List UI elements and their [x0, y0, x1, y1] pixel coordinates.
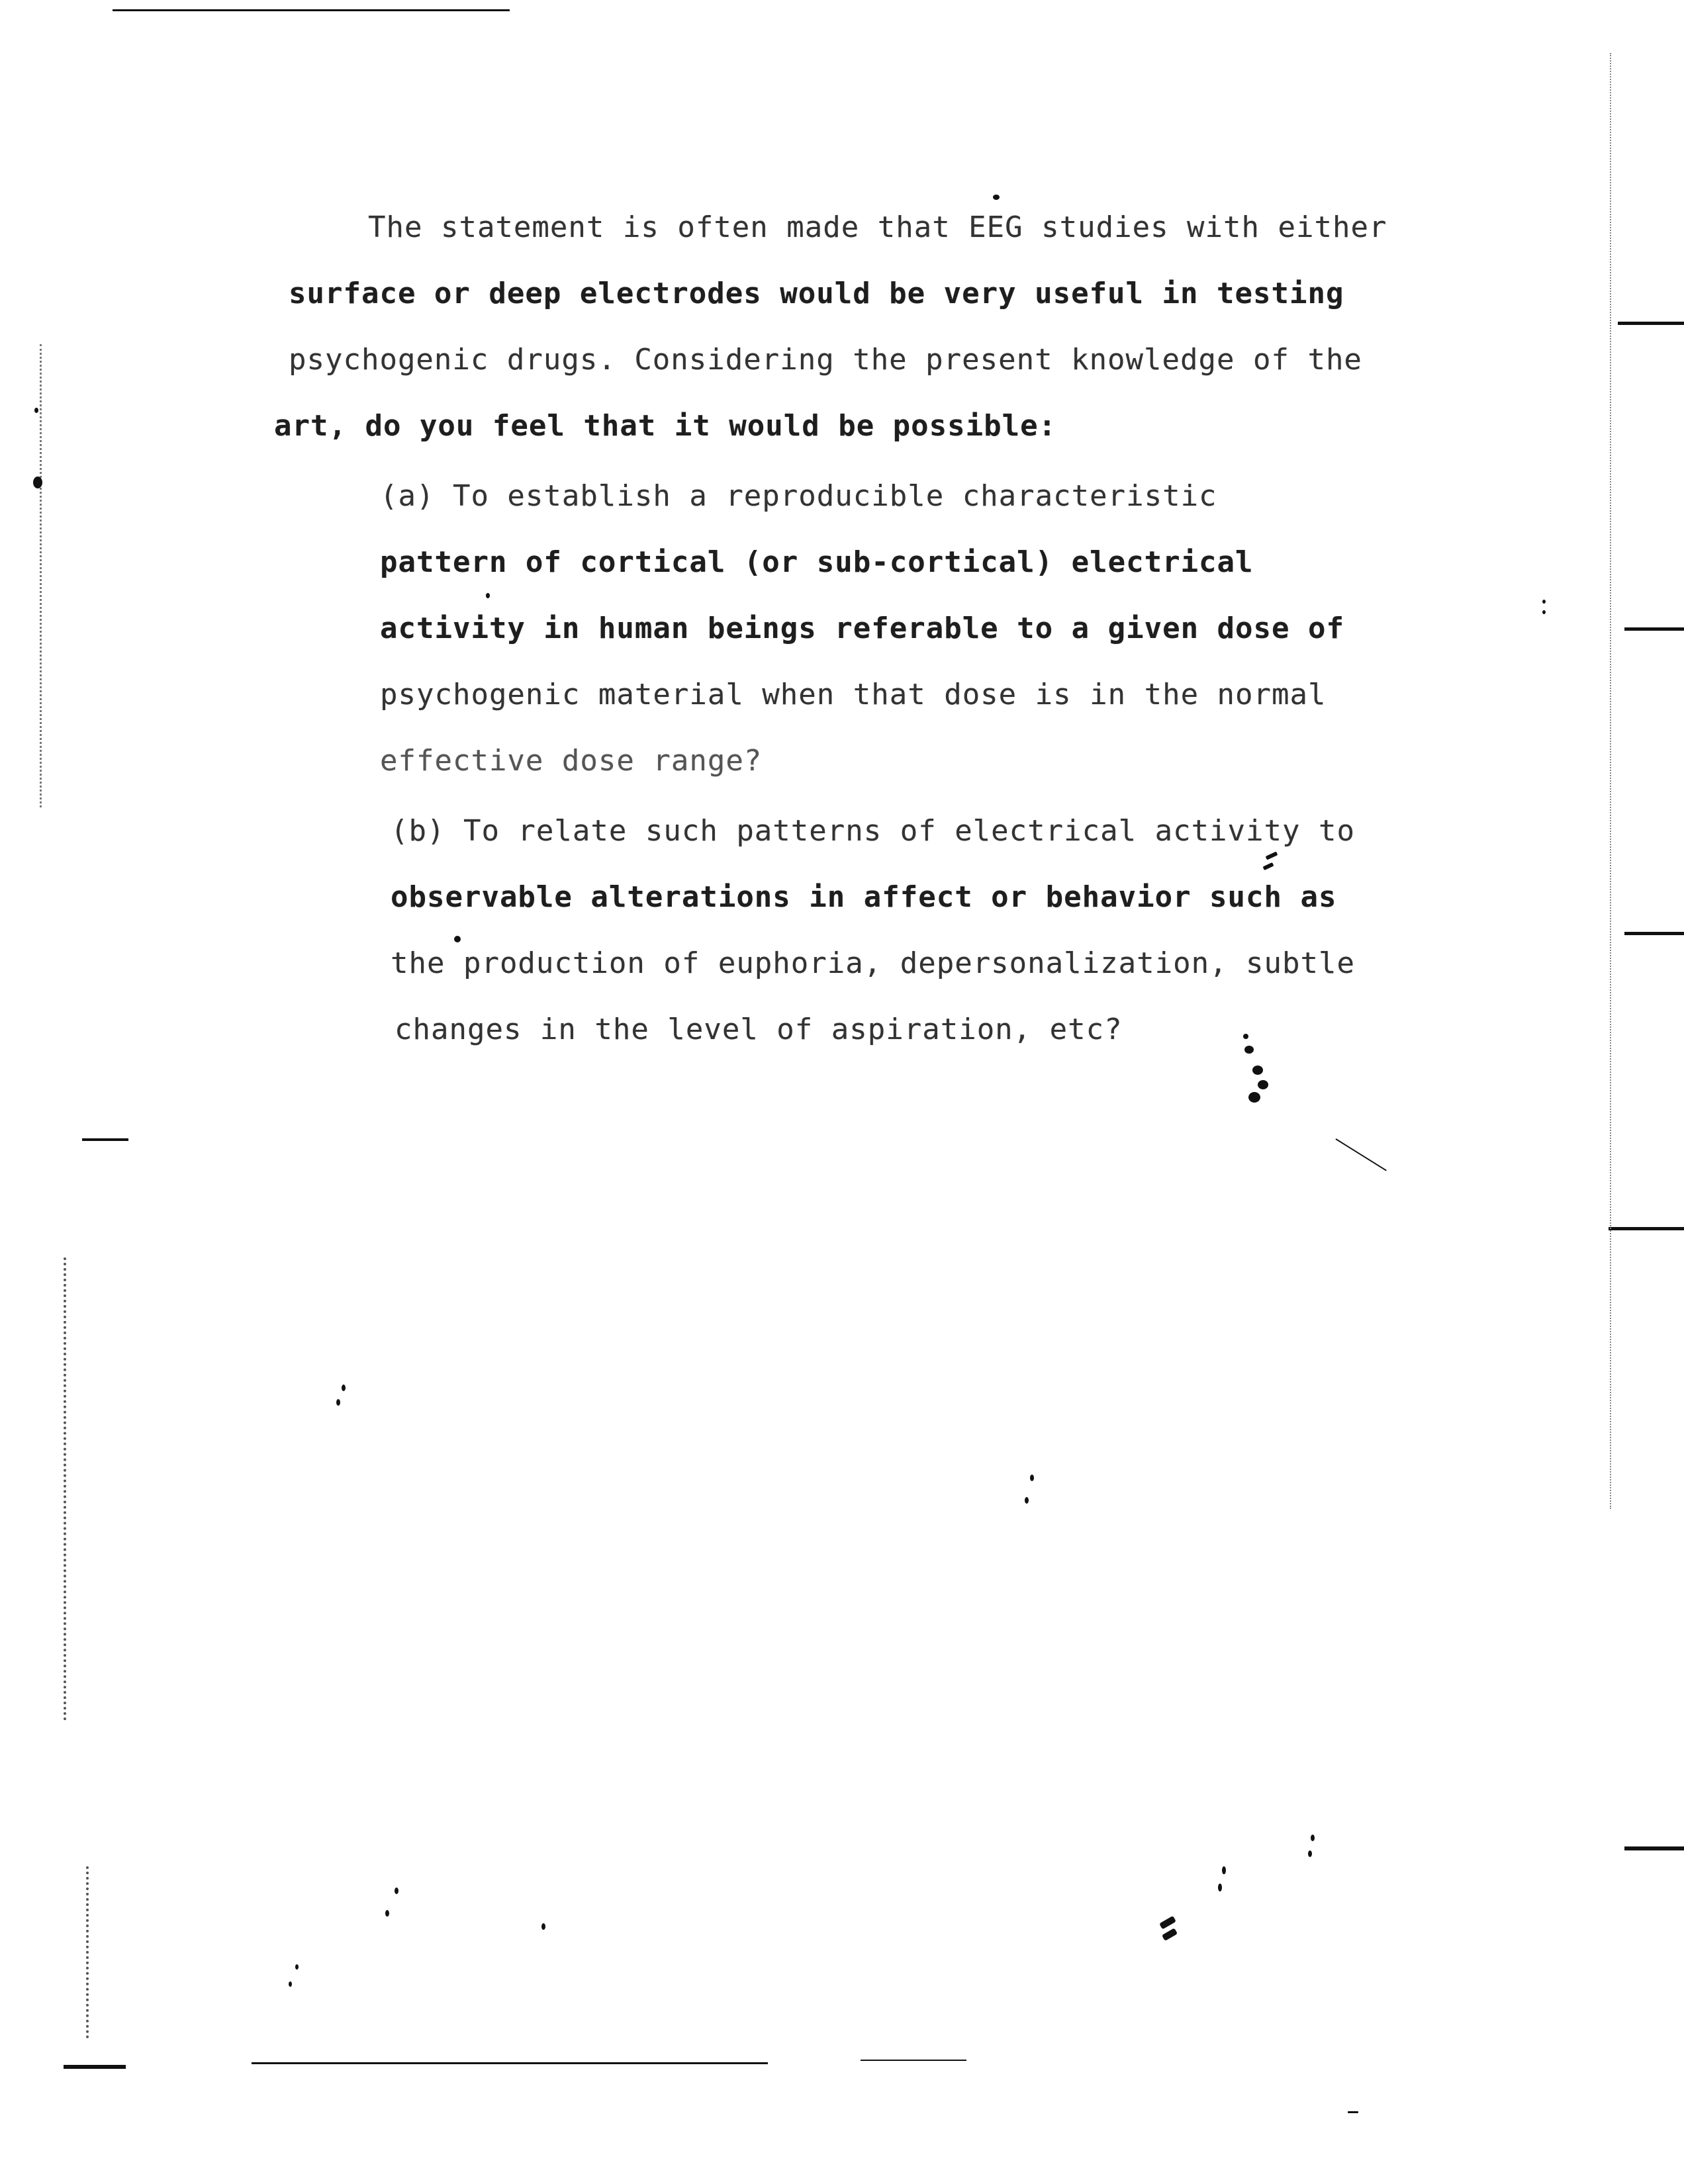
left-edge-dotted-line	[64, 1257, 70, 1721]
ink-blot	[1348, 2111, 1358, 2113]
ink-blot	[1025, 1497, 1029, 1504]
stray-stroke	[1335, 1138, 1386, 1171]
ink-blot	[295, 1964, 299, 1970]
ink-blot	[385, 1910, 389, 1917]
ink-blot	[1248, 1092, 1260, 1103]
right-edge-mark	[1624, 1846, 1684, 1850]
ink-blot	[541, 1923, 545, 1930]
ink-blot	[1266, 851, 1278, 860]
ink-blot	[1252, 1066, 1263, 1075]
ink-blot	[336, 1399, 340, 1406]
item-a-line-4: psychogenic material when that dose is in the normal	[380, 678, 1327, 711]
ink-blot	[1258, 1080, 1268, 1089]
item-b-line-2: observable alterations in affect or behavior such as	[391, 880, 1337, 914]
ink-blot	[289, 1981, 292, 1987]
right-edge-mark	[1618, 322, 1684, 325]
ink-blot	[454, 936, 461, 942]
ink-blot	[1244, 1046, 1254, 1054]
left-edge-mark	[82, 1138, 128, 1141]
item-b-line-1: (b) To relate such patterns of electrical activity to	[391, 814, 1355, 848]
right-edge-mark	[1624, 627, 1684, 631]
ink-blot	[1162, 1928, 1178, 1941]
ink-blot	[486, 593, 490, 598]
ink-blot	[993, 195, 1000, 200]
ink-blot	[1030, 1475, 1034, 1481]
intro-line-4: art, do you feel that it would be possible:	[274, 409, 1057, 443]
right-edge-mark	[1624, 932, 1684, 935]
ink-blot	[1159, 1916, 1176, 1930]
ink-blot	[33, 477, 42, 488]
left-edge-mark	[64, 2065, 126, 2069]
intro-line-1: The statement is often made that EEG studies with either	[368, 210, 1387, 244]
ink-blot	[395, 1888, 398, 1894]
ink-blot	[34, 408, 38, 413]
ink-blot	[1262, 862, 1274, 870]
ink-blot	[1308, 1850, 1312, 1857]
item-a-line-1: (a) To establish a reproducible characteristic	[380, 479, 1217, 513]
right-edge-mark	[1609, 1227, 1684, 1230]
item-b-line-4: changes in the level of aspiration, etc?	[395, 1013, 1123, 1046]
ink-blot	[1311, 1835, 1315, 1841]
top-edge-rule	[113, 9, 510, 11]
item-b-line-3: the production of euphoria, depersonalization, subtle	[391, 946, 1355, 980]
left-edge-dotted-line	[40, 344, 46, 807]
bottom-rule	[252, 2062, 768, 2064]
ink-blot	[1542, 600, 1546, 604]
ink-blot	[1218, 1884, 1222, 1891]
ink-blot	[1542, 610, 1546, 614]
item-a-line-2: pattern of cortical (or sub-cortical) electrical	[380, 545, 1254, 579]
intro-line-2: surface or deep electrodes would be very useful in testing	[289, 277, 1344, 310]
bottom-rule-dash	[861, 2060, 966, 2061]
left-edge-dotted-line	[86, 1866, 93, 2038]
ink-blot	[342, 1385, 346, 1391]
ink-blot	[1243, 1034, 1248, 1039]
ink-blot	[1222, 1866, 1226, 1874]
item-a-line-3: activity in human beings referable to a given dose of	[380, 612, 1344, 645]
item-a-line-5: effective dose range?	[380, 744, 763, 778]
intro-line-3: psychogenic drugs. Considering the present knowledge of the	[289, 343, 1362, 377]
right-edge-dotted-line	[1610, 53, 1615, 1509]
